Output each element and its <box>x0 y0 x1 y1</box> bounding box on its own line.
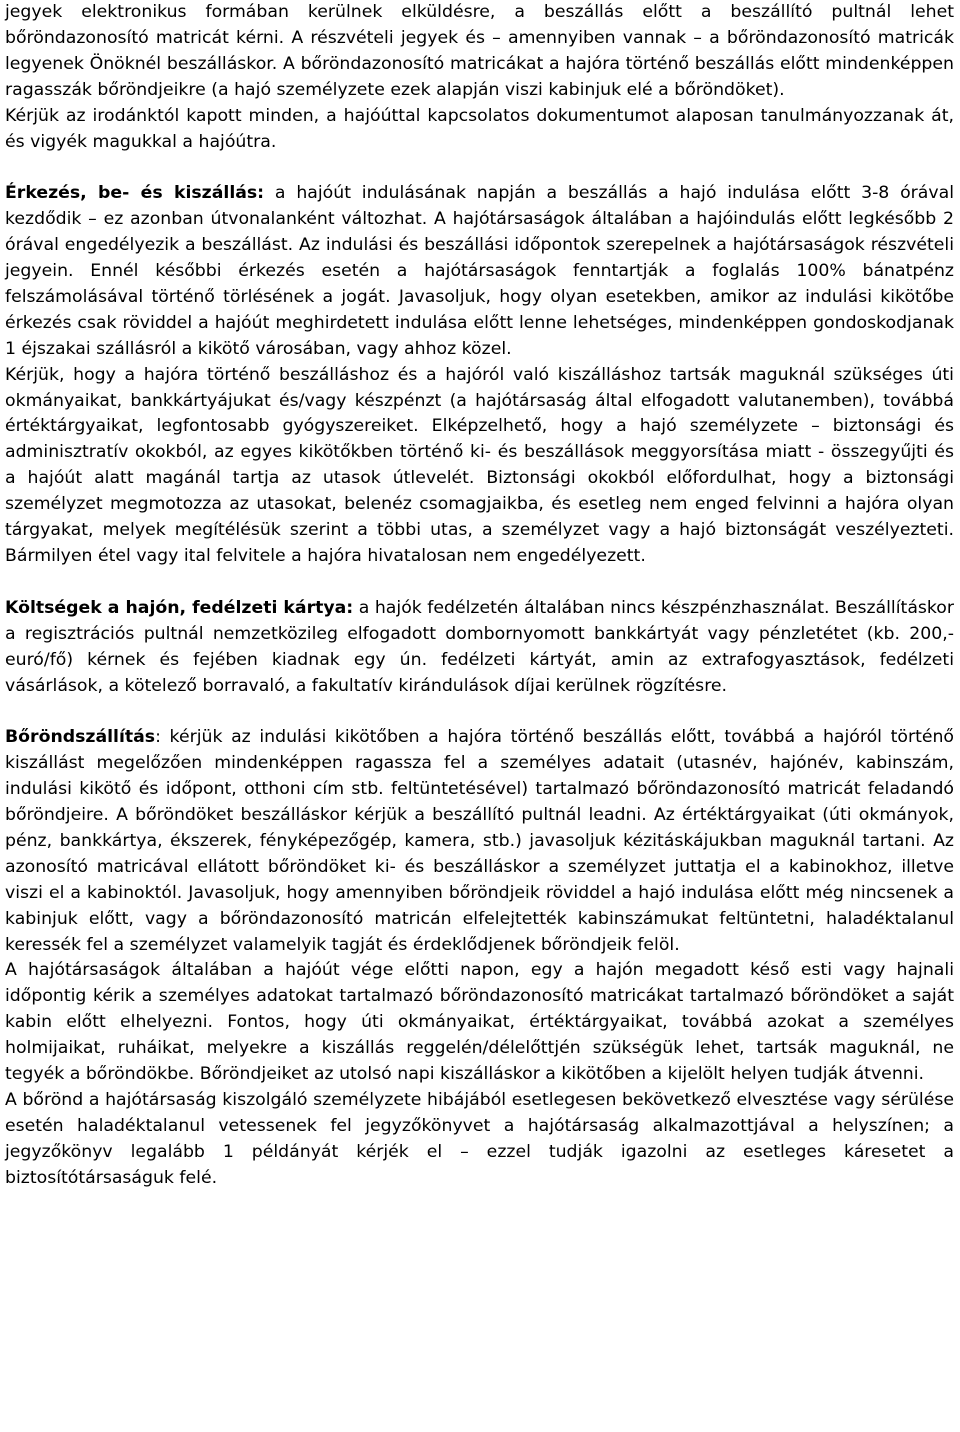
paragraph-text: a hajók fedélzetén általában nincs készpénzhasználat. Beszállításkor a regisztrációs pultnál nemzetközileg elfogadott dombornyomott bankkártyát vagy pénzletétet (kb. 200,- euró/fő) kérnek és fejében kiadnak egy ún. fedélzeti kártyát, amin az extrafogyasztások, fedélzeti vásárlások, a kötelező borravaló, a fakultatív kirándulások díjai kerülnek rögzítésre. <box>5 597 954 696</box>
paragraph-luggage <box>5 725 954 958</box>
paragraph-costs <box>5 596 954 700</box>
paragraph-text: : kérjük az indulási kikötőben a hajóra történő beszállás előtt, továbbá a hajóról történő kiszállást megelőzően mindenképpen ragassza fel a személyes adatait (utasnév, hajónév, kabinszám, indulási kikötő és időpont, otthoni cím stb. feltüntetésével) tartalmazó bőröndazonosító matricát feladandó bőröndjeire. A bőröndöket beszálláskor kérjük a beszállító pultnál leadni. Az értéktárgyaikat (úti okmányok, pénz, bankkártya, ékszerek, fényképezőgép, kamera, stb.) javasoljuk kézitáskájukban maguknál tartani. Az azonosító matricával ellátott bőröndöket ki- és beszálláskor a személyzet juttatja el a kabinokhoz, illetve viszi el a kabinoktól. Javasoljuk, hogy amennyiben bőröndjeik röviddel a hajó indulása előtt még nincsenek a kabinjuk előtt, vagy a bőröndazonosító matricán elfelejtették kabinszámukat feltüntetni, haladéktalanul keressék fel a személyzet valamelyik tagját és érdeklődjenek bőröndjeik felöl. <box>5 727 954 955</box>
paragraph-heading: Bőröndszállítás <box>5 727 156 748</box>
paragraph-boarding-items <box>5 363 954 570</box>
paragraph-documents <box>5 104 954 156</box>
paragraph-lost-luggage <box>5 1088 954 1192</box>
paragraph-arrival <box>5 181 954 362</box>
paragraph-text: Kérjük az irodánktól kapott minden, a hajóúttal kapcsolatos dokumentumot alaposan tanulmányozzanak át, és vigyék magukkal a hajóútra. <box>5 105 954 152</box>
paragraph-text: a hajóút indulásának napján a beszállás a hajó indulása előtt 3-8 órával kezdődik – ez azonban útvonalanként változhat. A hajótársaságok általában a hajóindulás előtt legkésőbb 2 órával engedélyezik a beszállást. Az indulási és beszállási időpontok szerepelnek a hajótársaságok részvételi jegyein. Ennél későbbi érkezés esetén a hajótársaságok fenntartják a foglalás 100% bánatpénz felszámolásával történő törlésének a jogát. Javasoljuk, hogy olyan esetekben, amikor az indulási kikötőbe érkezés csak röviddel a hajóút meghirdetett indulása előtt lenne lehetséges, mindenképpen gondoskodjanak 1 éjszakai szállásról a kikötő városában, vagy ahhoz közel. <box>5 183 954 359</box>
paragraph-heading: Érkezés, be- és kiszállás: <box>5 183 265 204</box>
paragraph-last-day <box>5 958 954 1088</box>
paragraph-heading: Költségek a hajón, fedélzeti kártya: <box>5 597 354 618</box>
paragraph-text: A hajótársaságok általában a hajóút vége előtti napon, egy a hajón megadott késő esti vagy hajnali időpontig kérik a személyes adatokat tartalmazó bőröndazonosító matricákat tartalmazó bőröndöket a saját kabin előtt elhelyezni. Fontos, hogy úti okmányaikat, értéktárgyaikat, továbbá azokat a személyes holmijaikat, ruháikat, melyekre a kiszállás reggelén/délelőttjén szükségük lehet, tartsák maguknál, ne tegyék a bőröndökbe. Bőröndjeiket az utolsó napi kiszálláskor a kikötőben a kijelölt helyen tudják átvenni. <box>5 960 954 1085</box>
paragraph-text: A bőrönd a hajótársaság kiszolgáló személyzete hibájából esetlegesen bekövetkező elvesztése vagy sérülése esetén haladéktalanul vetessenek fel jegyzőkönyvet a hajótársaság alkalmazottjával a helyszínen; a jegyzőkönyv legalább 1 példányát kérjék el – ezzel tudják igazolni az esetleges káresetet a biztosítótársaságuk felé. <box>5 1090 954 1188</box>
paragraph-text: jegyek elektronikus formában kerülnek elküldésre, a beszállás előtt a beszállító pultnál lehet bőröndazonosító matricát kérni. A részvételi jegyek és – amennyiben vannak – a bőröndazonosító matricák legyenek Önöknél beszálláskor. A bőröndazonosító matricákat a hajóra történő beszállás előtt mindenképpen ragasszák bőröndjeikre (a hajó személyzete ezek alapján viszi kabinjuk elé a bőröndöket). <box>5 2 954 100</box>
paragraph-text: Kérjük, hogy a hajóra történő beszálláshoz és a hajóról való kiszálláshoz tartsák maguknál szükséges úti okmányaikat, bankkártyájukat és/vagy készpénzt (a hajótársaság által elfogadott valutanemben), továbbá értéktárgyaikat, legfontosabb gyógyszereiket. Elképzelhető, hogy a hajó személyzete – biztonsági és adminisztratív okokból, az egyes kikötőkben történő ki- és beszállások meggyorsítása miatt - összegyűjti és a hajóút alatt magánál tartja az utasok útlevelét. Biztonsági okokból előfordulhat, hogy a biztonsági személyzet megmotozza az utasokat, belenéz csomagjaikba, és esetleg nem enged felvinni a hajóra olyan tárgyakat, melyek megítélésük szerint a többi utas, a személyzet vagy a hajó biztonságát veszélyezteti. Bármilyen étel vagy ital felvitele a hajóra hivatalosan nem engedélyezett. <box>5 364 954 567</box>
paragraph-intro <box>5 0 954 104</box>
